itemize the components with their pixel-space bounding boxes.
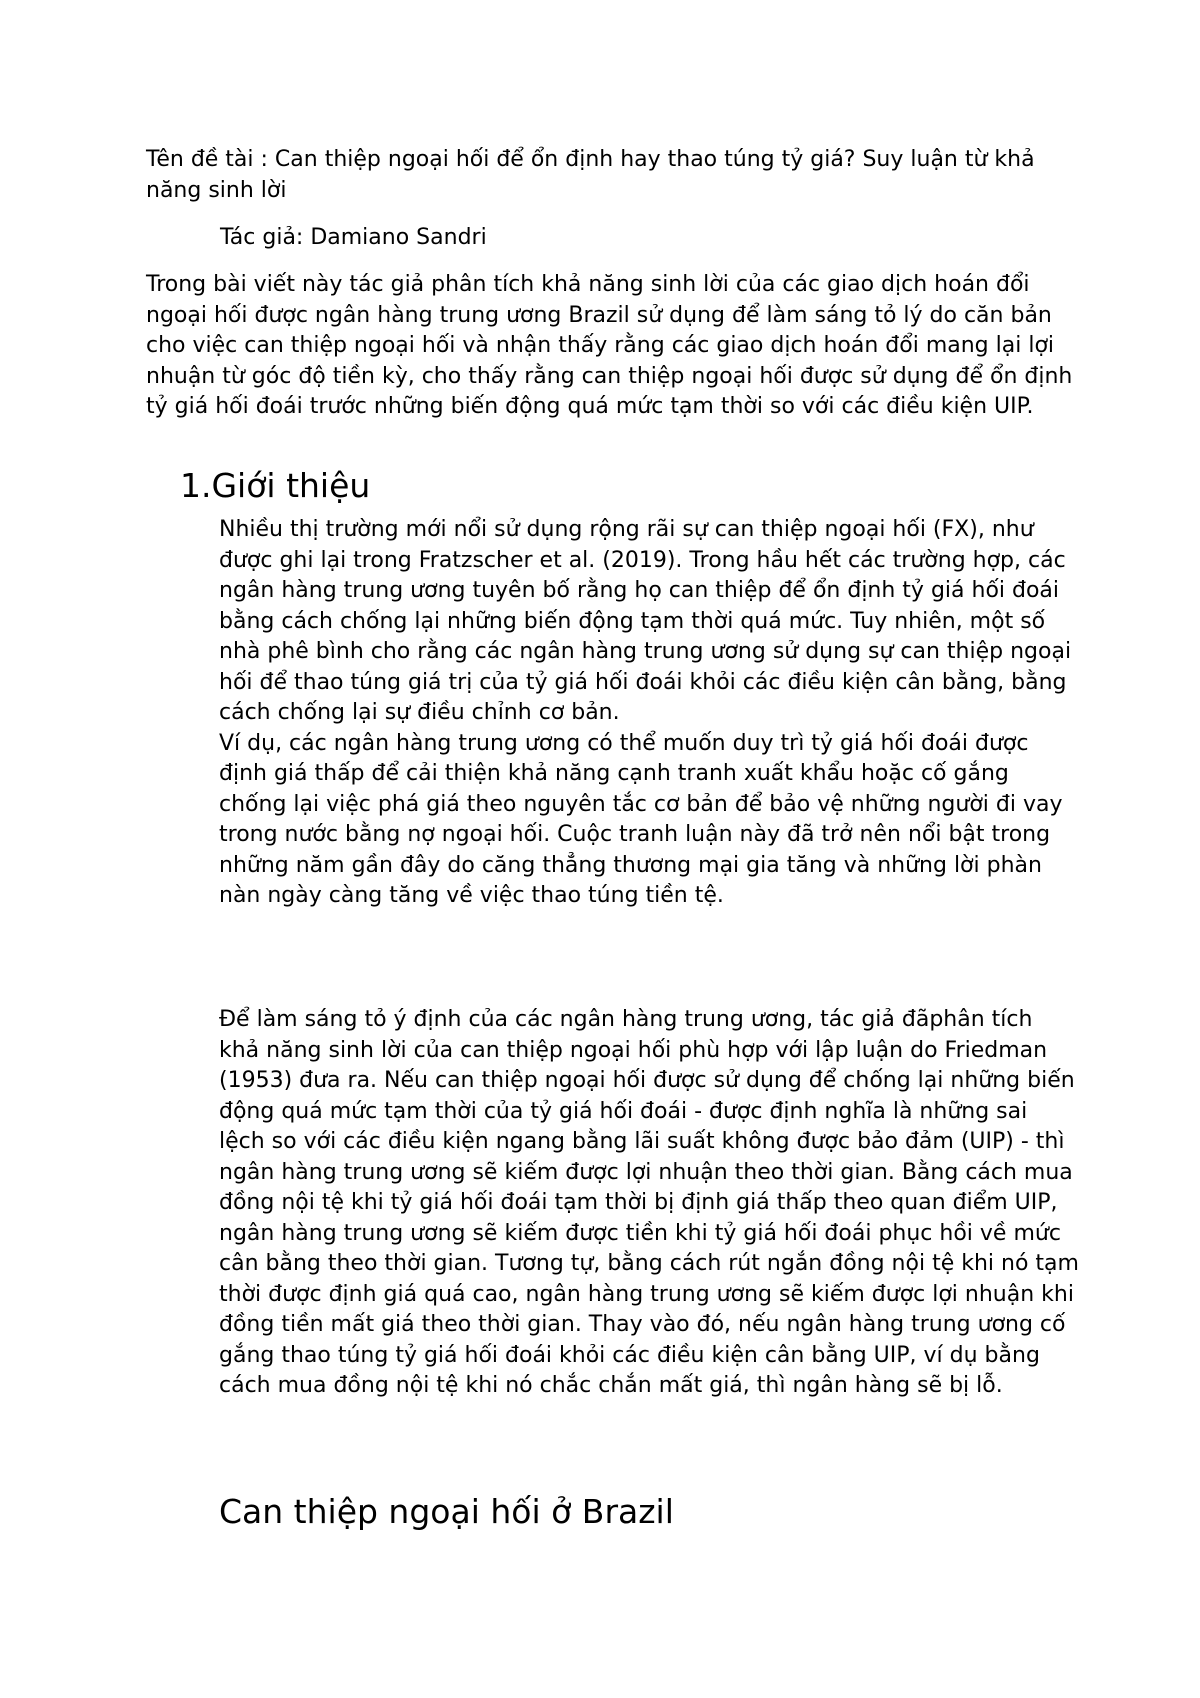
document-title: Tên đề tài : Can thiệp ngoại hối để ổn định hay thao túng tỷ giá? Suy luận từ khả năng sinh lời	[146, 147, 1035, 203]
section-heading-introduction: 1.Giới thiệu	[180, 466, 371, 505]
introduction-paragraph-2: Để làm sáng tỏ ý định của các ngân hàng trung ương, tác giả đãphân tích khả năng sinh lời của can thiệp ngoại hối phù hợp với lập luận do Friedman (1953) đưa ra. Nếu can thiệp ngoại hối được sử dụng để chống lại những biến động quá mức tạm thời của tỷ giá hối đoái - được định nghĩa là những sai lệch so với các điều kiện ngang bằng lãi suất không được bảo đảm (UIP) - thì ngân hàng trung ương sẽ kiếm được lợi nhuận theo thời gian. Bằng cách mua đồng nội tệ khi tỷ giá hối đoái tạm thời bị định giá thấp theo quan điểm UIP, ngân hàng trung ương sẽ kiếm được tiền khi tỷ giá hối đoái phục hồi về mức cân bằng theo thời gian. Tương tự, bằng cách rút ngắn đồng nội tệ khi nó tạm thời được định giá quá cao, ngân hàng trung ương sẽ kiếm được lợi nhuận khi đồng tiền mất giá theo thời gian. Thay vào đó, nếu ngân hàng trung ương cố gắng thao túng tỷ giá hối đoái khỏi các điều kiện cân bằng UIP, ví dụ bằng cách mua đồng nội tệ khi nó chắc chắn mất giá, thì ngân hàng sẽ bị lỗ.	[219, 1007, 1079, 1398]
document-abstract: Trong bài viết này tác giả phân tích khả năng sinh lời của các giao dịch hoán đổi ngoại hối được ngân hàng trung ương Brazil sử dụng để làm sáng tỏ lý do căn bản cho việc can thiệp ngoại hối và nhận thấy rằng các giao dịch hoán đổi mang lại lợi nhuận từ góc độ tiền kỳ, cho thấy rằng can thiệp ngoại hối được sử dụng để ổn định tỷ giá hối đoái trước những biến động quá mức tạm thời so với các điều kiện UIP.	[146, 272, 1073, 419]
section-heading-brazil: Can thiệp ngoại hối ở Brazil	[219, 1492, 674, 1531]
document-author: Tác giả: Damiano Sandri	[220, 225, 487, 250]
introduction-paragraph-1: Nhiều thị trường mới nổi sử dụng rộng rãi sự can thiệp ngoại hối (FX), như được ghi lại trong Fratzscher et al. (2019). Trong hầu hết các trường hợp, các ngân hàng trung ương tuyên bố rằng họ can thiệp để ổn định tỷ giá hối đoái bằng cách chống lại những biến động tạm thời quá mức. Tuy nhiên, một số nhà phê bình cho rằng các ngân hàng trung ương sử dụng sự can thiệp ngoại hối để thao túng giá trị của tỷ giá hối đoái khỏi các điều kiện cân bằng, bằng cách chống lại sự điều chỉnh cơ bản. Ví dụ, các ngân hàng trung ương có thể muốn duy trì tỷ giá hối đoái được định giá thấp để cải thiện khả năng cạnh tranh xuất khẩu hoặc cố gắng chống lại việc phá giá theo nguyên tắc cơ bản để bảo vệ những người đi vay trong nước bằng nợ ngoại hối. Cuộc tranh luận này đã trở nên nổi bật trong những năm gần đây do căng thẳng thương mại gia tăng và những lời phàn nàn ngày càng tăng về việc thao túng tiền tệ.	[219, 517, 1072, 908]
